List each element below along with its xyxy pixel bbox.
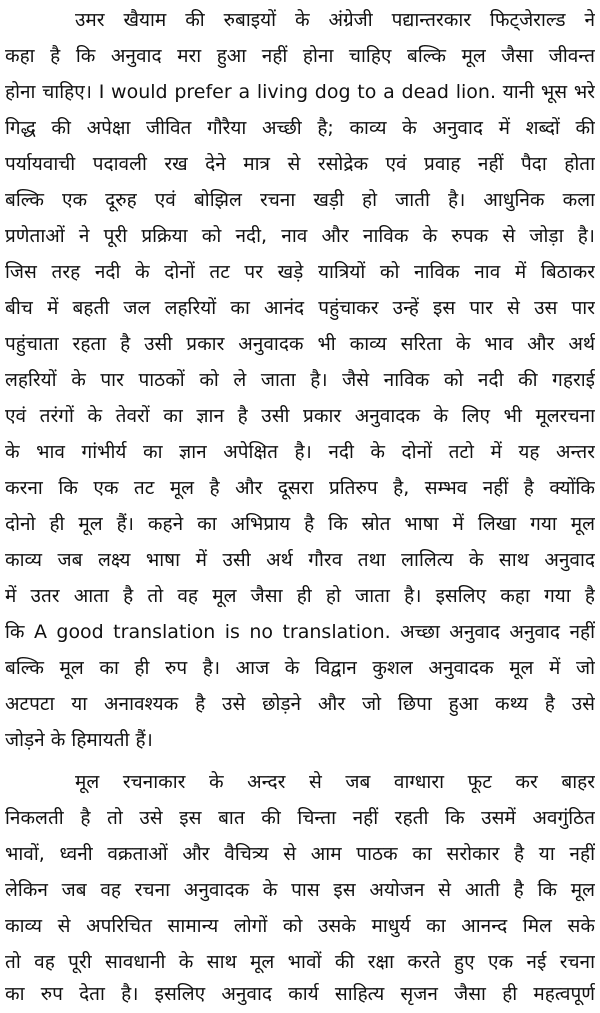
text-line: प्रणेताओं ने पूरी प्रक्रिया को नदी, नाव और नाविक के रुपक से जोड़ा है। bbox=[5, 225, 595, 247]
text-line: मूल रचनाकार के अन्दर से जब वाग्धारा फूट कर बाहर bbox=[75, 771, 595, 793]
text-line: जिस तरह नदी के दोनों तट पर खड़े यात्रियों को नाविक नाव में बिठाकर bbox=[5, 261, 595, 283]
text-line: का रुप देता है। इसलिए अनुवाद कार्य साहित्य सृजन जैसा ही महत्वपूर्ण bbox=[5, 983, 595, 1005]
text-line: काव्य से अपरिचित सामान्य लोगों को उसके माधुर्य का आनन्द मिल सके bbox=[5, 915, 595, 937]
text-line: काव्य जब लक्ष्य भाषा में उसी अर्थ गौरव तथा लालित्य के साथ अनुवाद bbox=[5, 549, 595, 571]
text-line: लेकिन जब वह रचना अनुवादक के पास इस अयोजन से आती है कि मूल bbox=[5, 879, 595, 901]
text-line: बीच में बहती जल लहरियों का आनंद पहुंचाकर उन्हें इस पार से उस पार bbox=[5, 297, 595, 319]
text-line: कि A good translation is no translation. अच्छा अनुवाद अनुवाद नहीं bbox=[5, 621, 595, 643]
text-line: कहा है कि अनुवाद मरा हुआ नहीं होना चाहिए बल्कि मूल जैसा जीवन्त bbox=[5, 45, 595, 67]
text-line: गिद्ध की अपेक्षा जीवित गौरैया अच्छी है; काव्य के अनुवाद में शब्दों की bbox=[5, 117, 595, 139]
text-line: उमर खैयाम की रुबाइयों के अंग्रेजी पद्यान्तरकार फिट्‌जेराल्ड ने bbox=[75, 9, 595, 31]
text-line: बल्कि मूल का ही रुप है। आज के विद्वान कुशल अनुवादक मूल में जो bbox=[5, 657, 595, 679]
text-line: में उतर आता है तो वह मूल जैसा ही हो जाता है। इसलिए कहा गया है bbox=[5, 585, 595, 607]
text-line: होना चाहिए। I would prefer a living dog to a dead lion. यानी भूस भरे bbox=[5, 81, 595, 103]
text-line: दोनो ही मूल हैं। कहने का अभिप्राय है कि स्रोत भाषा में लिखा गया मूल bbox=[5, 513, 595, 535]
text-line: निकलती है तो उसे इस बात की चिन्ता नहीं रहती कि उसमें अवगुंठित bbox=[5, 807, 595, 829]
text-line: एवं तरंगों के तेवरों का ज्ञान है उसी प्रकार अनुवादक के लिए भी मूलरचना bbox=[5, 405, 595, 427]
text-line: लहरियों के पार पाठकों को ले जाता है। जैसे नाविक को नदी की गहराई bbox=[5, 369, 595, 391]
text-line: भावों, ध्वनी वक्रताओं और वैचित्र्य से आम पाठक का सरोकार है या नहीं bbox=[5, 843, 595, 865]
text-line: पर्यायवाची पदावली रख देने मात्र से रसोद्रेक एवं प्रवाह नहीं पैदा होता bbox=[5, 153, 595, 175]
text-line: के भाव गांभीर्य का ज्ञान अपेक्षित है। नदी के दोनों तटो में यह अन्तर bbox=[5, 441, 595, 463]
text-line: करना कि एक तट मूल है और दूसरा प्रतिरुप है, सम्भव नहीं है क्योंकि bbox=[5, 477, 595, 499]
text-line: पहुंचाता रहता है उसी प्रकार अनुवादक भी काव्य सरिता के भाव और अर्थ bbox=[5, 333, 595, 355]
text-line: तो वह पूरी सावधानी के साथ मूल भावों की रक्षा करते हुए एक नई रचना bbox=[5, 951, 595, 973]
text-line: जोड़ने के हिमायती हैं। bbox=[5, 729, 153, 751]
text-line: अटपटा या अनावश्यक है उसे छोड़ने और जो छिपा हुआ कथ्य है उसे bbox=[5, 693, 595, 715]
text-line: बल्कि एक दूरुह एवं बोझिल रचना खड़ी हो जाती है। आधुनिक कला bbox=[5, 189, 595, 211]
